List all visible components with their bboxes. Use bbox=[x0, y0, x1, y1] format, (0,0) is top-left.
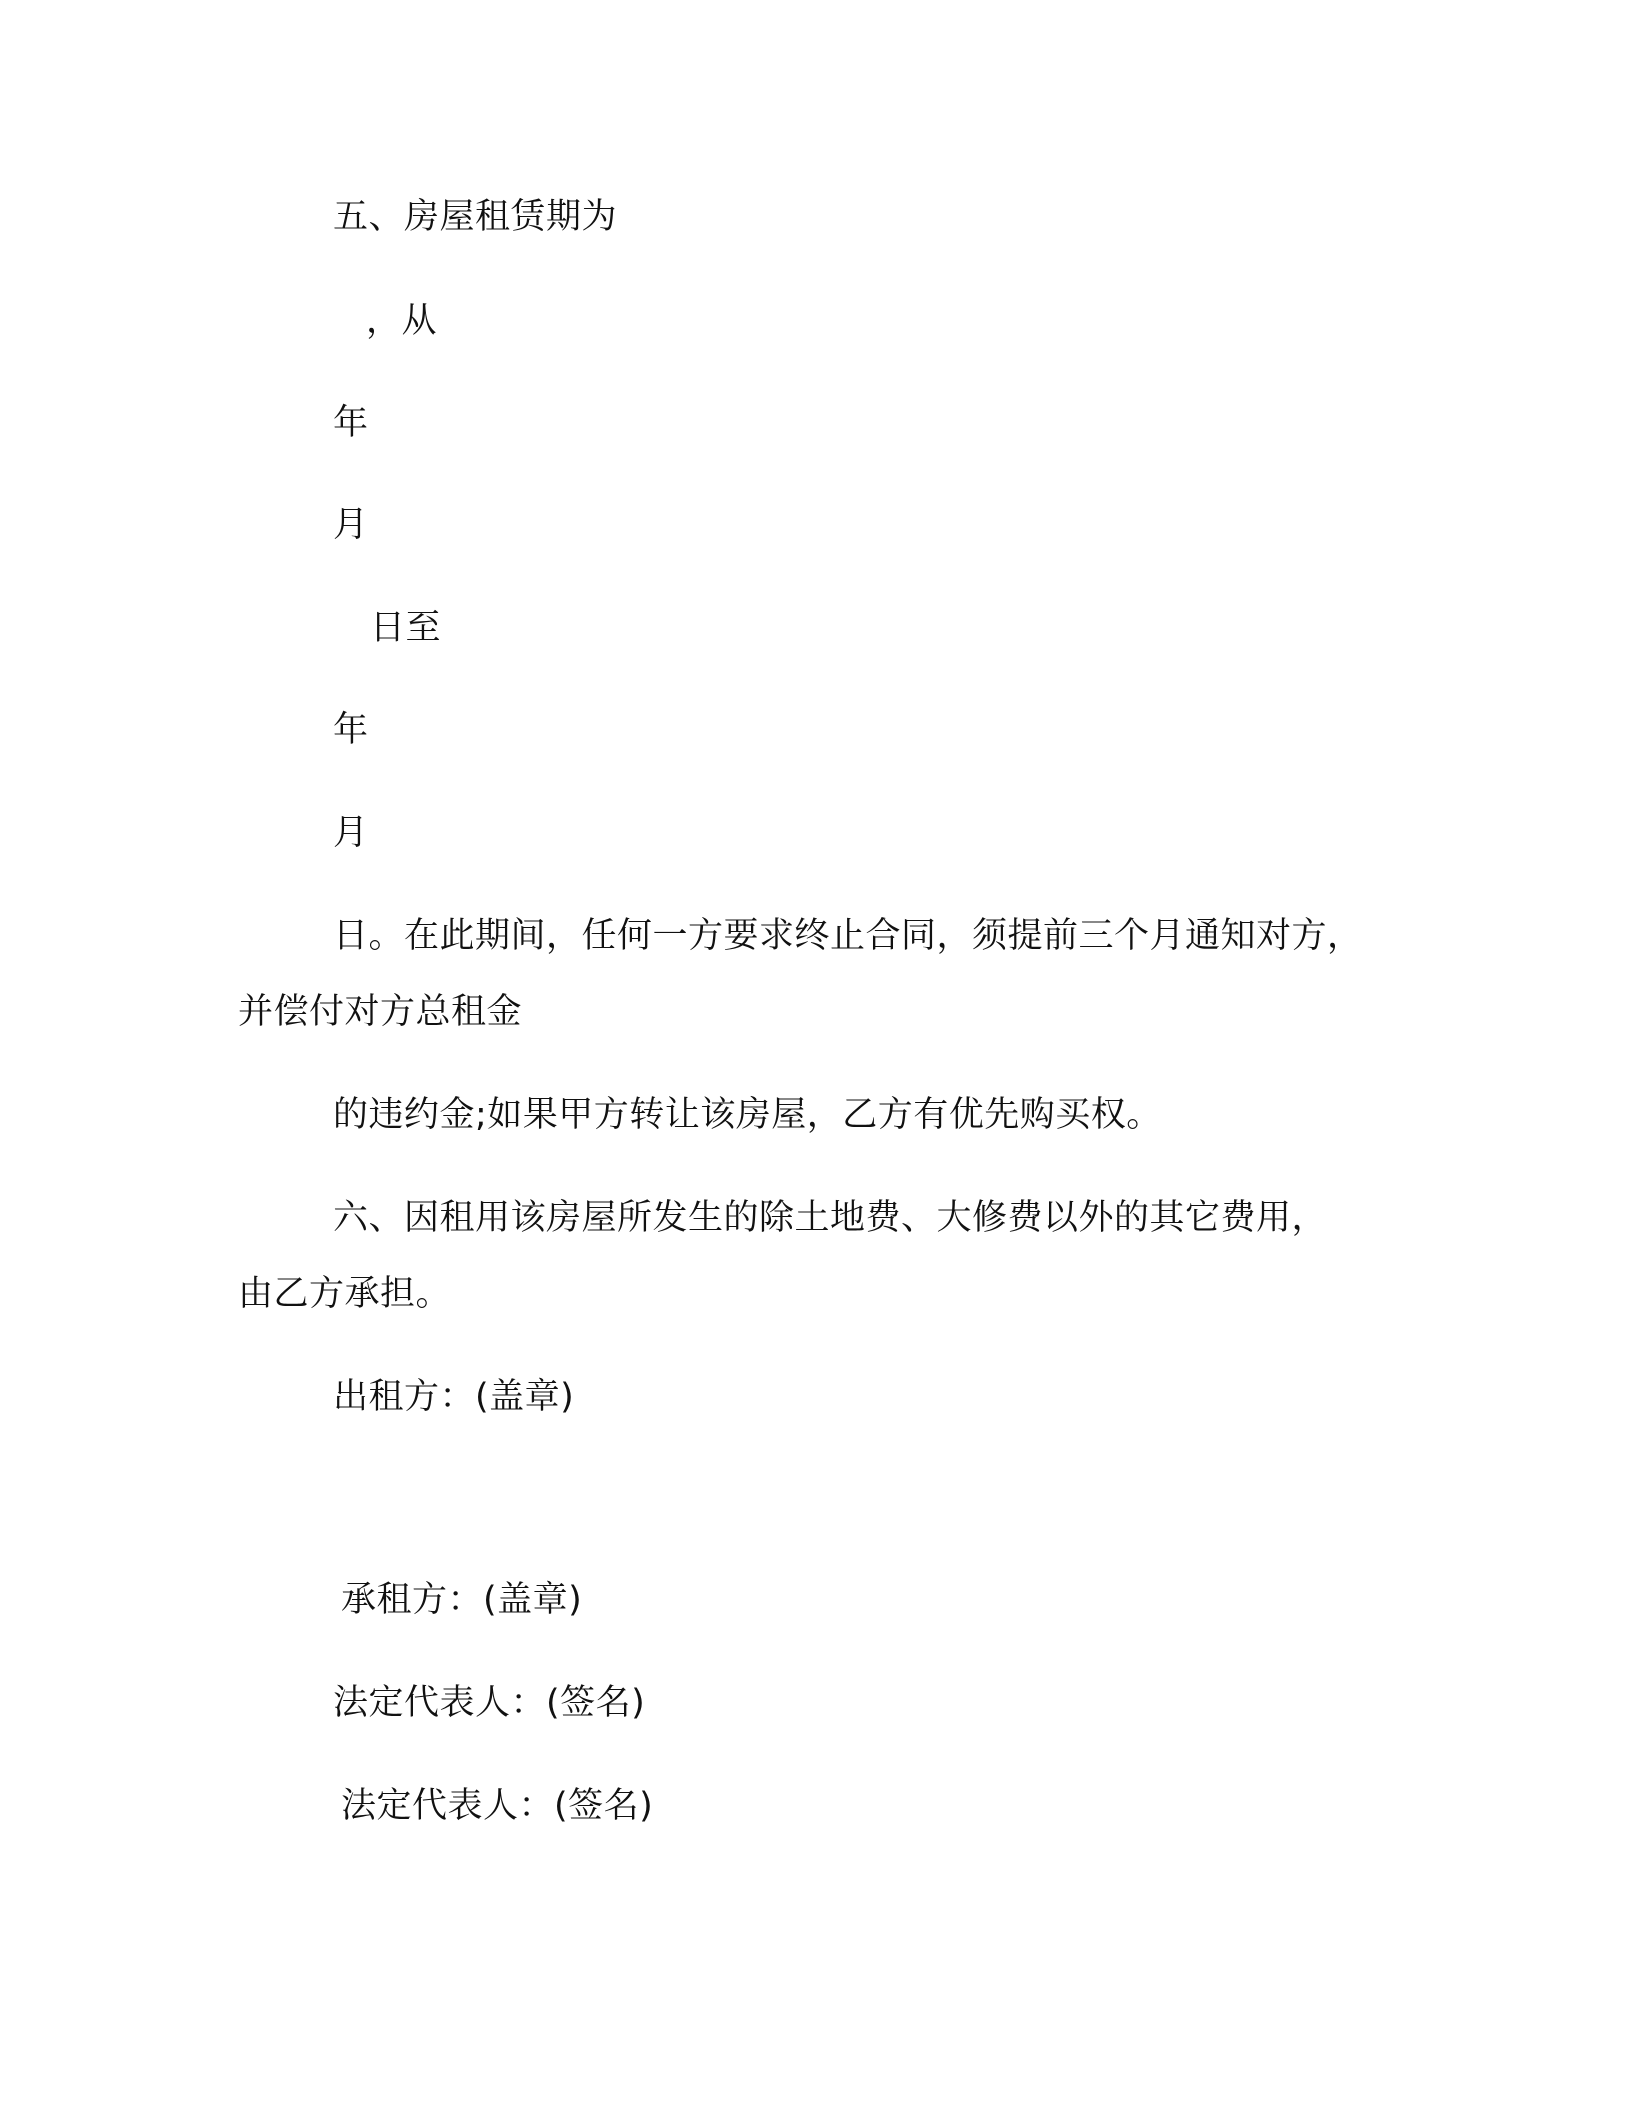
lessor-representative-signature-label: 法定代表人：(签名) bbox=[333, 1683, 646, 1723]
lessee-seal-label: 承租方：(盖章) bbox=[341, 1580, 583, 1620]
lessor-seal-label: 出租方：(盖章) bbox=[333, 1377, 575, 1417]
termination-clause-line-1: 日。在此期间，任何一方要求终止合同，须提前三个月通知对方， bbox=[333, 916, 1363, 956]
clause-six-line-1: 六、因租用该房屋所发生的除土地费、大修费以外的其它费用， bbox=[333, 1198, 1328, 1238]
start-year-label: 年 bbox=[333, 403, 369, 443]
clause-five-from: ，从 bbox=[366, 301, 438, 341]
clause-six-line-2: 由乙方承担。 bbox=[238, 1274, 452, 1314]
start-day-to-label: 日至 bbox=[370, 608, 442, 648]
clause-five-heading: 五、房屋租赁期为 bbox=[333, 197, 618, 237]
lessee-representative-signature-label: 法定代表人：(签名) bbox=[341, 1786, 654, 1826]
end-month-label: 月 bbox=[333, 813, 369, 853]
termination-clause-line-2: 并偿付对方总租金 bbox=[238, 992, 523, 1032]
penalty-purchase-clause: 的违约金;如果甲方转让该房屋，乙方有优先购买权。 bbox=[333, 1095, 1162, 1135]
end-year-label: 年 bbox=[333, 710, 369, 750]
start-month-label: 月 bbox=[333, 505, 369, 545]
